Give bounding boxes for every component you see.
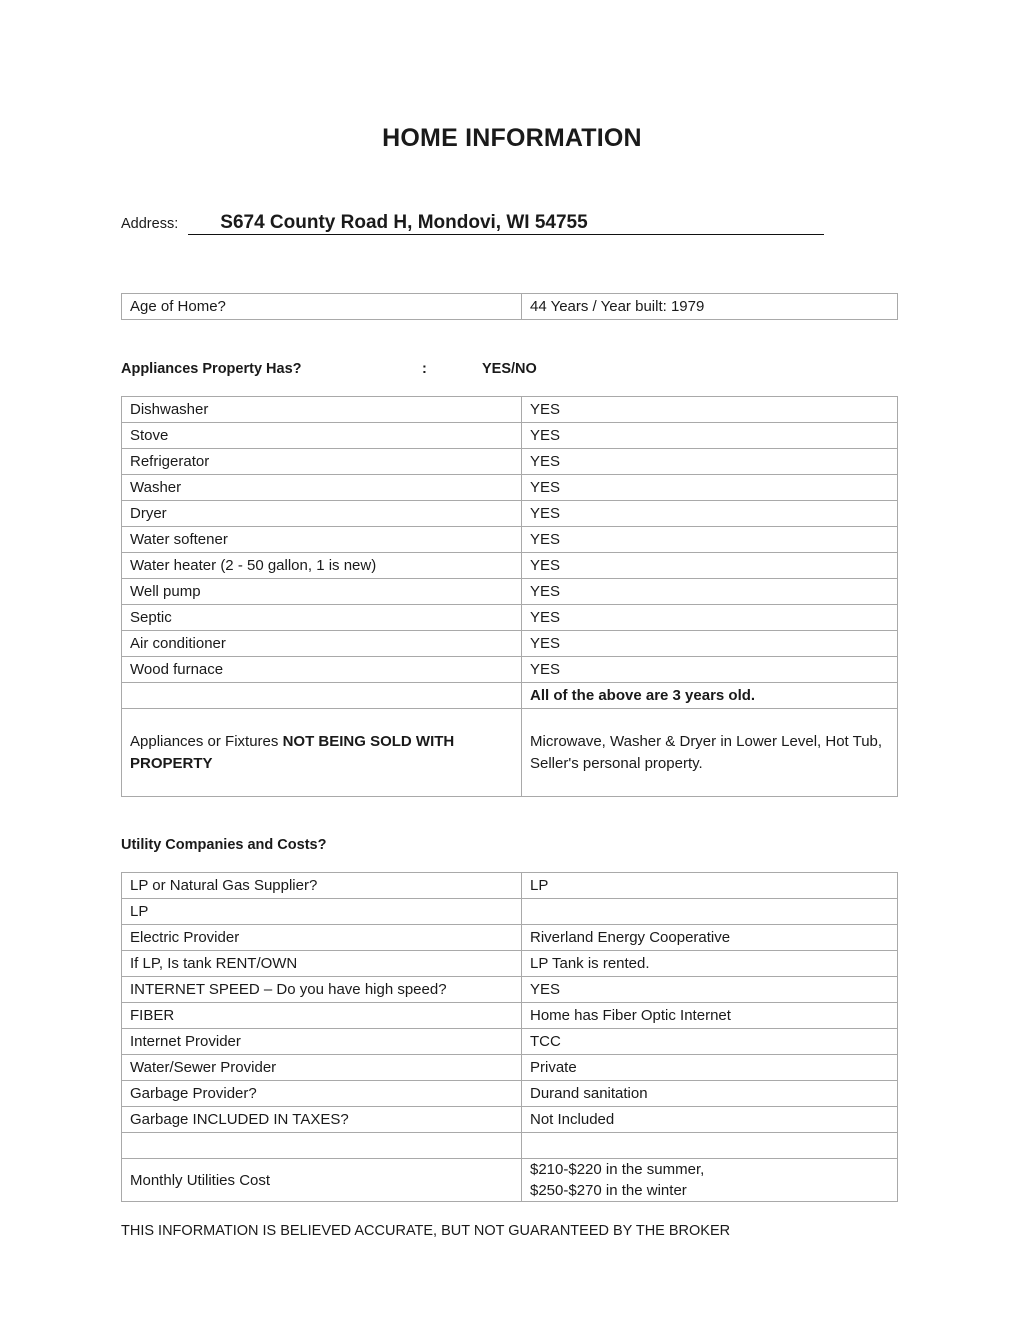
appliance-label: Stove xyxy=(122,423,522,449)
utility-label: LP or Natural Gas Supplier? xyxy=(122,873,522,899)
utilities-heading: Utility Companies and Costs? xyxy=(121,837,327,853)
address-value: S674 County Road H, Mondovi, WI 54755 xyxy=(188,212,824,235)
appliance-label: Water heater (2 - 50 gallon, 1 is new) xyxy=(122,553,522,579)
appliance-value: YES xyxy=(522,605,898,631)
table-row xyxy=(122,1159,898,1202)
appliance-label: Dishwasher xyxy=(122,397,522,423)
utility-label: If LP, Is tank RENT/OWN xyxy=(122,951,522,977)
table-row xyxy=(122,605,898,631)
not-sold-label-bold: NOT BEING SOLD WITH PROPERTY xyxy=(130,732,455,772)
appliance-label: Washer xyxy=(122,475,522,501)
appliance-value: YES xyxy=(522,397,898,423)
table-row xyxy=(122,951,898,977)
address-row xyxy=(121,212,824,235)
address-label: Address: xyxy=(121,216,179,232)
utility-label: Garbage INCLUDED IN TAXES? xyxy=(122,1107,522,1133)
appliance-value: YES xyxy=(522,631,898,657)
table-row xyxy=(122,553,898,579)
table-row xyxy=(122,709,898,797)
table-row xyxy=(122,631,898,657)
table-row xyxy=(122,449,898,475)
table-row xyxy=(122,1107,898,1133)
appliance-label: Dryer xyxy=(122,501,522,527)
page-title: HOME INFORMATION xyxy=(382,124,642,152)
yes-no-colon: : xyxy=(422,361,427,377)
appliance-value: YES xyxy=(522,579,898,605)
utility-label xyxy=(122,1133,522,1159)
utility-value: Durand sanitation xyxy=(522,1081,898,1107)
utilities-table xyxy=(121,872,898,1202)
appliance-note-spacer xyxy=(122,683,522,709)
table-row xyxy=(122,423,898,449)
table-row xyxy=(122,1133,898,1159)
appliance-value: YES xyxy=(522,657,898,683)
utility-label: INTERNET SPEED – Do you have high speed? xyxy=(122,977,522,1003)
appliance-label: Well pump xyxy=(122,579,522,605)
appliance-label: Wood furnace xyxy=(122,657,522,683)
monthly-cost-summer: $210-$220 in the summer, xyxy=(530,1161,705,1178)
not-sold-value: Microwave, Washer & Dryer in Lower Level, Hot Tub, Seller's personal property. xyxy=(522,709,898,797)
table-row xyxy=(122,294,898,320)
table-row xyxy=(122,977,898,1003)
utility-value: Private xyxy=(522,1055,898,1081)
utility-label: FIBER xyxy=(122,1003,522,1029)
appliance-value: YES xyxy=(522,423,898,449)
utility-value: LP xyxy=(522,873,898,899)
table-row xyxy=(122,579,898,605)
utility-value: LP Tank is rented. xyxy=(522,951,898,977)
utility-label: Water/Sewer Provider xyxy=(122,1055,522,1081)
table-row xyxy=(122,527,898,553)
appliance-label: Air conditioner xyxy=(122,631,522,657)
table-row xyxy=(122,683,898,709)
yes-no-label: YES/NO xyxy=(482,361,537,377)
appliance-value: YES xyxy=(522,475,898,501)
monthly-cost-value xyxy=(522,1159,898,1202)
table-row xyxy=(122,1003,898,1029)
table-row xyxy=(122,1029,898,1055)
age-table xyxy=(121,293,898,320)
appliance-value: YES xyxy=(522,527,898,553)
age-label: Age of Home? xyxy=(122,294,522,320)
disclaimer-footer: THIS INFORMATION IS BELIEVED ACCURATE, BUT NOT GUARANTEED BY THE BROKER xyxy=(121,1223,731,1239)
appliance-value: YES xyxy=(522,501,898,527)
appliance-value: YES xyxy=(522,553,898,579)
monthly-cost-winter: $250-$270 in the winter xyxy=(530,1182,687,1199)
table-row xyxy=(122,1055,898,1081)
utility-label: Electric Provider xyxy=(122,925,522,951)
utility-value: TCC xyxy=(522,1029,898,1055)
utility-value: Not Included xyxy=(522,1107,898,1133)
not-sold-label xyxy=(122,709,522,797)
utility-value: Riverland Energy Cooperative xyxy=(522,925,898,951)
utility-value: Home has Fiber Optic Internet xyxy=(522,1003,898,1029)
table-row xyxy=(122,925,898,951)
utility-label: Garbage Provider? xyxy=(122,1081,522,1107)
appliance-label: Septic xyxy=(122,605,522,631)
appliance-label: Refrigerator xyxy=(122,449,522,475)
table-row xyxy=(122,501,898,527)
utility-label: Internet Provider xyxy=(122,1029,522,1055)
appliances-heading: Appliances Property Has? xyxy=(121,361,302,377)
table-row xyxy=(122,657,898,683)
monthly-cost-label: Monthly Utilities Cost xyxy=(122,1159,522,1202)
appliance-note: All of the above are 3 years old. xyxy=(522,683,898,709)
utility-value: YES xyxy=(522,977,898,1003)
table-row xyxy=(122,1081,898,1107)
table-row xyxy=(122,899,898,925)
appliance-label: Water softener xyxy=(122,527,522,553)
appliances-table xyxy=(121,396,898,797)
utility-label: LP xyxy=(122,899,522,925)
table-row xyxy=(122,873,898,899)
utility-value xyxy=(522,1133,898,1159)
table-row xyxy=(122,397,898,423)
utility-value xyxy=(522,899,898,925)
table-row xyxy=(122,475,898,501)
not-sold-label-prefix: Appliances or Fixtures xyxy=(130,732,283,750)
appliance-value: YES xyxy=(522,449,898,475)
age-value: 44 Years / Year built: 1979 xyxy=(522,294,898,320)
